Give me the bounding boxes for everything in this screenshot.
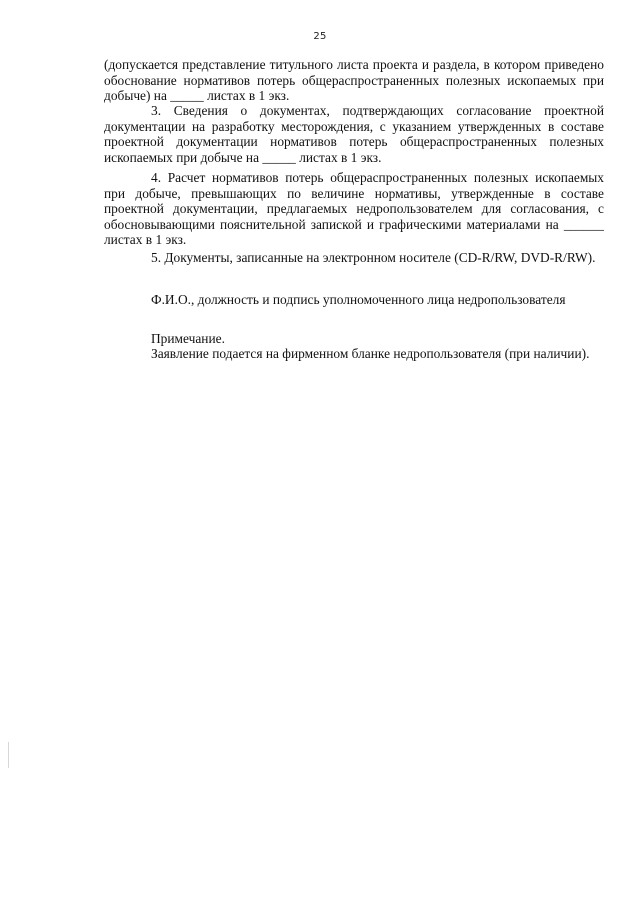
paragraph-text: 3. Сведения о документах, подтверждающих согласование проектной документации на разработку месторождения, с указанием утвержденных в составе проектной документации нормативов потерь общераспространенных полезных ископаемых при добыче на _____ листах в 1 экз. (104, 103, 604, 165)
paragraph-item-4 (104, 170, 604, 248)
paragraph-item-5 (104, 250, 604, 266)
note-heading (104, 331, 604, 347)
page-number: 25 (313, 31, 327, 42)
paragraph-text: Ф.И.О., должность и подпись уполномоченного лица недропользователя (151, 292, 566, 307)
paragraph-text: (допускается представление титульного листа проекта и раздела, в котором приведено обоснование нормативов потерь общераспространенных полезных ископаемых при добыче) на _____ листах в 1 экз. (104, 57, 604, 104)
paragraph-title-sheet (104, 57, 604, 104)
paragraph-item-3 (104, 103, 604, 165)
paragraph-text: Примечание. (151, 331, 225, 346)
signature-line (104, 292, 604, 308)
paragraph-text: Заявление подается на фирменном бланке недропользователя (при наличии). (151, 346, 590, 361)
paragraph-text: 5. Документы, записанные на электронном носителе (CD-R/RW, DVD-R/RW). (151, 250, 596, 265)
scan-margin-mark (8, 742, 9, 768)
paragraph-text: 4. Расчет нормативов потерь общераспространенных полезных ископаемых при добыче, превышающих по величине нормативы, утвержденные в составе проектной документации, предлагаемых недропользователем для согласования, с обосновывающими пояснительной запиской и графическими материалами на ______ листах в 1 экз. (104, 170, 604, 248)
note-text (104, 346, 604, 362)
